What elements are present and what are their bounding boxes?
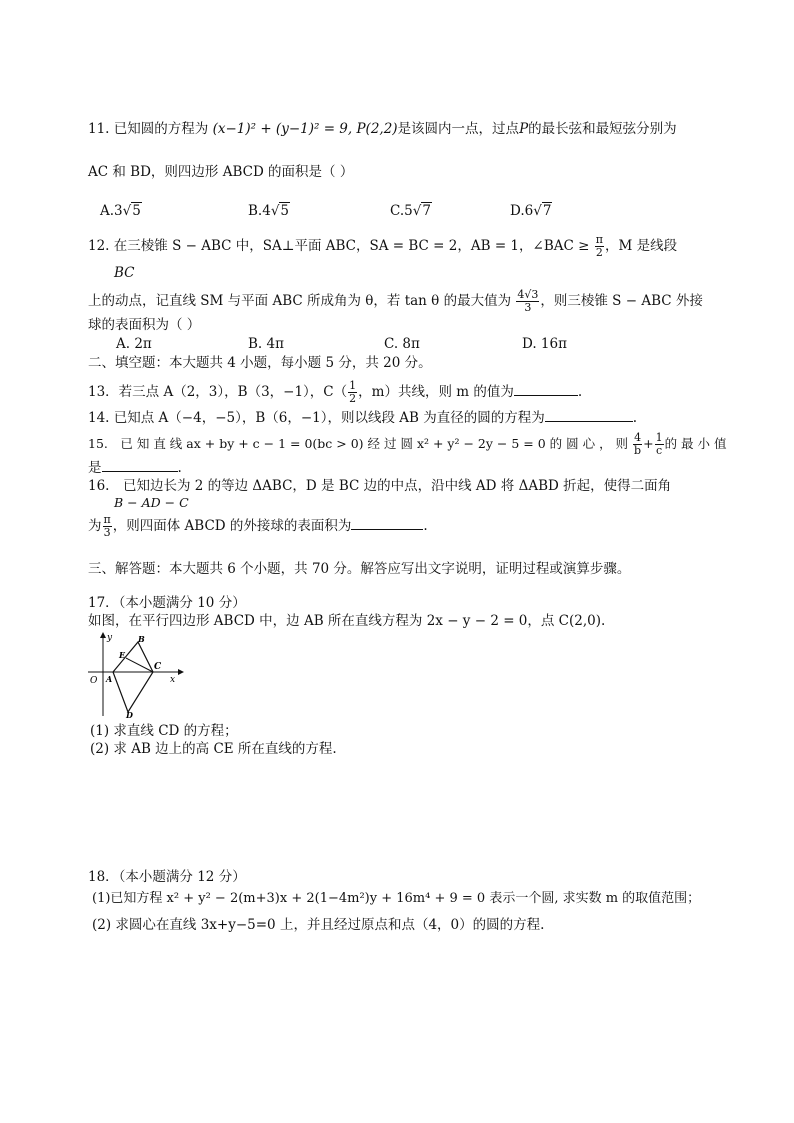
q15-text-a: 15. 已 知 直 线 ax + by + c − 1 = 0(bc > 0) 经 过 圆 x² + y² − 2y − 5 = 0 的 圆 心 ， 则 — [88, 436, 629, 451]
option-coef: 6 — [524, 203, 534, 219]
q17-sub2: (2) 求 AB 边上的高 CE 所在直线的方程. — [90, 741, 337, 757]
q12-line2 — [88, 289, 703, 314]
q12-number: 12. — [88, 238, 110, 254]
q16-line2-a: 为 — [88, 518, 102, 534]
label-x: x — [170, 675, 176, 685]
q13-fraction: $\frac{1}{2}$ — [349, 379, 357, 405]
q12-line2-b: ，则三棱锥 S − ABC 外接 — [540, 293, 703, 309]
q18-title: 18．（本小题满分 12 分） — [88, 869, 246, 885]
q15-answer-blank[interactable] — [102, 459, 178, 472]
q15-end: . — [177, 460, 182, 476]
q11-point: P — [519, 121, 529, 137]
q11-option-b[interactable]: B.4√5 — [248, 203, 290, 219]
q17-title: 17．（本小题满分 10 分） — [88, 595, 246, 611]
q13 — [88, 380, 582, 405]
q12-max-fraction: $\frac{4√3}{3}$ — [517, 288, 539, 314]
q11-number: 11. — [88, 121, 110, 137]
option-radicand: 5 — [132, 203, 141, 219]
q11-option-d[interactable]: D.6√7 — [510, 203, 552, 219]
x-axis-arrow — [178, 669, 184, 675]
q17-figure — [86, 632, 186, 718]
option-label: B. — [248, 203, 263, 219]
q12-line1 — [88, 234, 677, 259]
option-label: A. — [100, 203, 115, 219]
q11-line1 — [88, 120, 677, 138]
label-c: C — [154, 662, 162, 672]
q18-sub2: (2) 求圆心在直线 3x+y−5=0 上，并且经过原点和点（4，0）的圆的方程. — [92, 917, 545, 933]
q16-answer-blank[interactable] — [351, 517, 423, 530]
q12-text-a: 在三棱锥 S − ABC 中，SA⊥平面 ABC，SA = BC = 2，AB = 1，∠BAC ≥ — [113, 238, 590, 254]
option-coef: 5 — [404, 203, 413, 219]
q15-fraction-1: $\frac{4}{b}$ — [634, 431, 642, 457]
q15-line2-text: 是 — [88, 460, 102, 476]
label-a: A — [106, 674, 113, 684]
option-radicand: 5 — [280, 203, 290, 219]
q14-text: 14. 已知点 A（−4，−5），B（6，−1），则以线段 AB 为直径的圆的方程为 — [88, 410, 545, 426]
q18-sub1: (1)已知方程 x² + y² − 2(m+3)x + 2(1−4m²)y + 16m⁴ + 9 = 0 表示一个圆, 求实数 m 的取值范围； — [92, 891, 701, 906]
q17-text: 如图，在平行四边形 ABCD 中，边 AB 所在直线方程为 2x − y − 2 = 0，点 C(2,0). — [88, 613, 606, 629]
q13-answer-blank[interactable] — [514, 383, 578, 396]
q11-equation: (x−1)² + (y−1)² = 9, P(2,2) — [212, 121, 398, 137]
q12-angle-fraction: $\frac{\pi}{2}$ — [595, 233, 603, 259]
label-e: E — [119, 650, 126, 660]
q15-line2 — [88, 459, 182, 477]
q15-text-b: 的 最 小 值 — [664, 436, 727, 451]
option-radicand: 7 — [422, 203, 431, 219]
q14-answer-blank[interactable] — [545, 409, 633, 422]
label-o: O — [90, 676, 98, 686]
option-coef: 3 — [114, 203, 123, 219]
q11-text-a: 已知圆的方程为 — [113, 121, 209, 137]
q12-option-b[interactable]: B. 4π — [248, 336, 284, 352]
label-y: y — [107, 633, 113, 643]
q16-end: . — [423, 518, 428, 534]
q14-end: . — [632, 410, 638, 426]
q12-option-c[interactable]: C. 8π — [384, 336, 420, 352]
q13-end: . — [577, 384, 583, 400]
q12-option-d[interactable]: D. 16π — [522, 336, 567, 352]
q11-text-b: 是该圆内一点，过点 — [397, 121, 520, 137]
q16-line1: 16. 已知边长为 2 的等边 ΔABC，D 是 BC 边的中点，沿中线 AD 将 ΔABD 折起，使得二面角 — [88, 478, 672, 494]
option-coef: 4 — [262, 203, 271, 219]
q11-option-c[interactable]: C.5√7 — [390, 203, 431, 219]
q11-line2: AC 和 BD，则四边形 ABCD 的面积是（ ） — [88, 164, 354, 180]
q11-text-c: 的最长弦和最短弦分别为 — [528, 121, 677, 137]
q13-text-b: ，m）共线，则 m 的值为 — [358, 384, 514, 400]
q12-line3: 球的表面积为（ ） — [88, 317, 201, 333]
q12-line2-a: 上的动点，记直线 SM 与平面 ABC 所成角为 θ，若 tan θ 的最大值为 — [88, 293, 512, 309]
section3-heading: 三、解答题：本大题共 6 个小题，共 70 分。解答应写出文字说明，证明过程或演算步骤。 — [88, 561, 631, 577]
q12-bc: BC — [114, 265, 135, 281]
option-radicand: 7 — [542, 203, 552, 219]
q11-option-a[interactable]: A.3√5 — [100, 203, 141, 219]
q16-line2-b: ，则四面体 ABCD 的外接球的表面积为 — [112, 518, 352, 534]
q17-sub1: (1) 求直线 CD 的方程； — [90, 723, 238, 739]
label-d: D — [126, 710, 133, 718]
q15-fraction-2: $\frac{1}{c}$ — [655, 431, 663, 457]
q16-line2 — [88, 514, 428, 539]
q16-dihedral: B − AD − C — [114, 495, 189, 510]
label-b: B — [138, 634, 145, 644]
y-axis-arrow — [100, 632, 106, 638]
q12-option-a[interactable]: A. 2π — [116, 336, 152, 352]
q15-plus: + — [643, 436, 654, 451]
option-label: C. — [390, 203, 405, 219]
q12-text-b: ，M 是线段 — [604, 238, 678, 254]
option-label: D. — [510, 203, 525, 219]
q13-text-a: 13．若三点 A（2，3），B（3，−1），C（ — [88, 384, 348, 400]
q15 — [88, 432, 727, 457]
section2-heading: 二、填空题：本大题共 4 小题，每小题 5 分，共 20 分。 — [88, 355, 432, 371]
q14 — [88, 409, 637, 427]
q16-angle-fraction: $\frac{\pi}{3}$ — [103, 513, 111, 539]
